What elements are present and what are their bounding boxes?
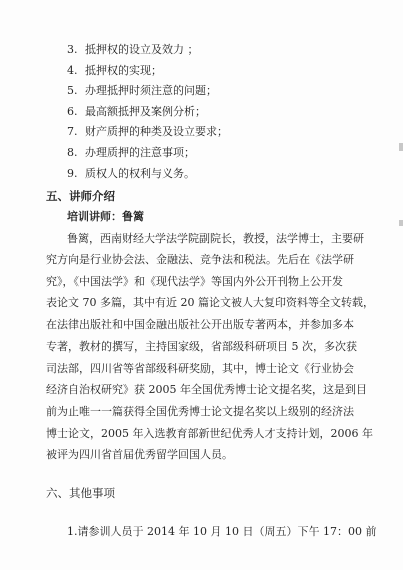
list-item-text: 抵押权的实现；	[85, 64, 162, 77]
paragraph-line: 在法律出版社和中国金融出版社公开出版专著两本，并参加多本	[46, 318, 354, 331]
paragraph-line: 被评为四川省首届优秀留学回国人员。	[46, 448, 233, 461]
list-item	[67, 64, 162, 78]
list-item-number: 9.	[67, 167, 78, 180]
paragraph-line: 经济自治权研究》获 2005 年全国优秀博士论文提名奖，这是到目	[46, 383, 367, 396]
list-item	[67, 105, 206, 119]
list-item-number: 8.	[67, 146, 78, 159]
section-heading: 五、讲师介绍	[46, 189, 115, 203]
list-item-text: 财产质押的种类及设立要求；	[85, 125, 228, 138]
list-item	[67, 146, 195, 160]
list-item	[67, 167, 195, 181]
list-item-number: 4.	[67, 64, 78, 77]
section-subheading: 培训讲师：鲁篱	[67, 210, 144, 223]
list-item-number: 5.	[67, 84, 78, 97]
list-item-number: 7.	[67, 125, 78, 138]
list-item-text: 办理质押的注意事项；	[85, 146, 195, 159]
paragraph-line: 专著，教材的撰写，主持国家级，省部级科研项目 5 次，多次获	[46, 340, 357, 353]
scan-edge-mark	[399, 220, 403, 226]
paragraph-line: 前为止唯一一篇获得全国优秀博士论文提名奖以上级别的经济法	[46, 405, 354, 418]
list-item-text: 抵押权的设立及效力 ；	[85, 43, 199, 56]
paragraph-line: 究方向是行业协会法、金融法、竞争法和税法。先后在《法学研	[46, 253, 354, 266]
list-item	[67, 125, 228, 139]
scan-edge-mark	[399, 143, 403, 151]
paragraph-line: 鲁篱，西南财经大学法学院副院长，教授，法学博士，主要研	[67, 232, 364, 245]
paragraph-line: 1.请参训人员于 2014 年 10 月 10 日（周五）下午 17：00 前	[67, 525, 377, 538]
paragraph-line: 博士论文，2005 年入选教育部新世纪优秀人才支持计划，2006 年	[46, 427, 373, 440]
paragraph-line: 司法部，四川省等省部级科研奖励，其中，博士论文《行业协会	[46, 362, 354, 375]
list-item	[67, 43, 199, 57]
section-heading: 六、其他事项	[46, 486, 115, 500]
list-item-text: 办理抵押时须注意的问题；	[85, 84, 217, 97]
paragraph-line: 究》，《中国法学》和《现代法学》等国内外公开刊物上公开发	[46, 275, 343, 288]
list-item-number: 3.	[67, 43, 78, 56]
list-item-text: 质权人的权利与义务。	[85, 167, 195, 180]
paragraph-line: 表论文 70 多篇，其中有近 20 篇论文被人大复印资料等全文转载，	[46, 296, 374, 309]
list-item	[67, 84, 217, 98]
list-item-text: 最高额抵押及案例分析；	[85, 105, 206, 118]
list-item-number: 6.	[67, 105, 78, 118]
